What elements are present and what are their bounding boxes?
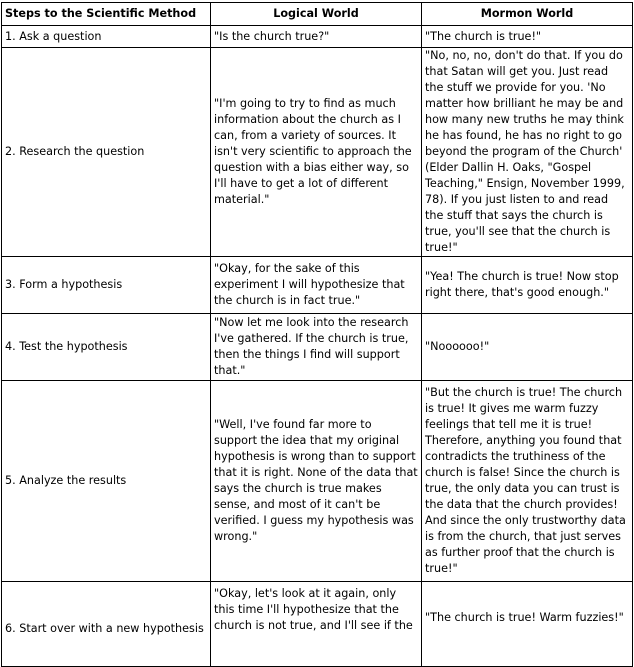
step-cell: 2. Research the question <box>2 48 211 257</box>
logical-cell: "Is the church true?" <box>211 26 422 48</box>
mormon-cell: "The church is true!" <box>422 26 633 48</box>
table-row <box>2 257 633 314</box>
mormon-cell: "But the church is true! The church is true! It gives me warm fuzzy feelings that tell me it is true! Therefore, anything you found that contradicts the truthiness of the church is false! Since the church is true, the only data you can trust is the data that the church provides! And since the only trustworthy data is from the church, that just serves as further proof that the church is true!" <box>422 381 633 582</box>
header-logical-world: Logical World <box>211 3 422 26</box>
logical-cell: "Okay, let's look at it again, only this time I'll hypothesize that the church is not true, and I'll see if the <box>211 582 422 667</box>
mormon-cell: "Noooooo!" <box>422 314 633 381</box>
step-cell: 1. Ask a question <box>2 26 211 48</box>
table-row <box>2 381 633 582</box>
logical-cell: "I'm going to try to find as much information about the church as I can, from a variety of sources. It isn't very scientific to approach the question with a bias either way, so I'll have to get a lot of different material." <box>211 48 422 257</box>
step-cell: 3. Form a hypothesis <box>2 257 211 314</box>
table-row <box>2 26 633 48</box>
scientific-method-table <box>1 2 633 667</box>
header-row <box>2 3 633 26</box>
logical-cell: "Okay, for the sake of this experiment I will hypothesize that the church is in fact true." <box>211 257 422 314</box>
header-mormon-world: Mormon World <box>422 3 633 26</box>
step-cell: 6. Start over with a new hypothesis <box>2 582 211 667</box>
table-row <box>2 314 633 381</box>
mormon-cell: "No, no, no, don't do that. If you do that Satan will get you. Just read the stuff we provide for you. 'No matter how brilliant he may be and how many new truths he may think he has found, he has no right to go beyond the program of the Church' (Elder Dallin H. Oaks, "Gospel Teaching," Ensign, November 1999, 78). If you just listen to and read the stuff that says the church is true, you'll see that the church is true!" <box>422 48 633 257</box>
mormon-cell: "Yea! The church is true! Now stop right there, that's good enough." <box>422 257 633 314</box>
logical-cell: "Now let me look into the research I've gathered. If the church is true, then the things I find will support that." <box>211 314 422 381</box>
logical-cell: "Well, I've found far more to support the idea that my original hypothesis is wrong than to support that it is right. None of the data that says the church is true makes sense, and most of it can't be verified. I guess my hypothesis was wrong." <box>211 381 422 582</box>
step-cell: 5. Analyze the results <box>2 381 211 582</box>
step-cell: 4. Test the hypothesis <box>2 314 211 381</box>
table-row <box>2 48 633 257</box>
table-row <box>2 582 633 667</box>
mormon-cell: "The church is true! Warm fuzzies!" <box>422 582 633 667</box>
header-steps: Steps to the Scientific Method <box>2 3 211 26</box>
